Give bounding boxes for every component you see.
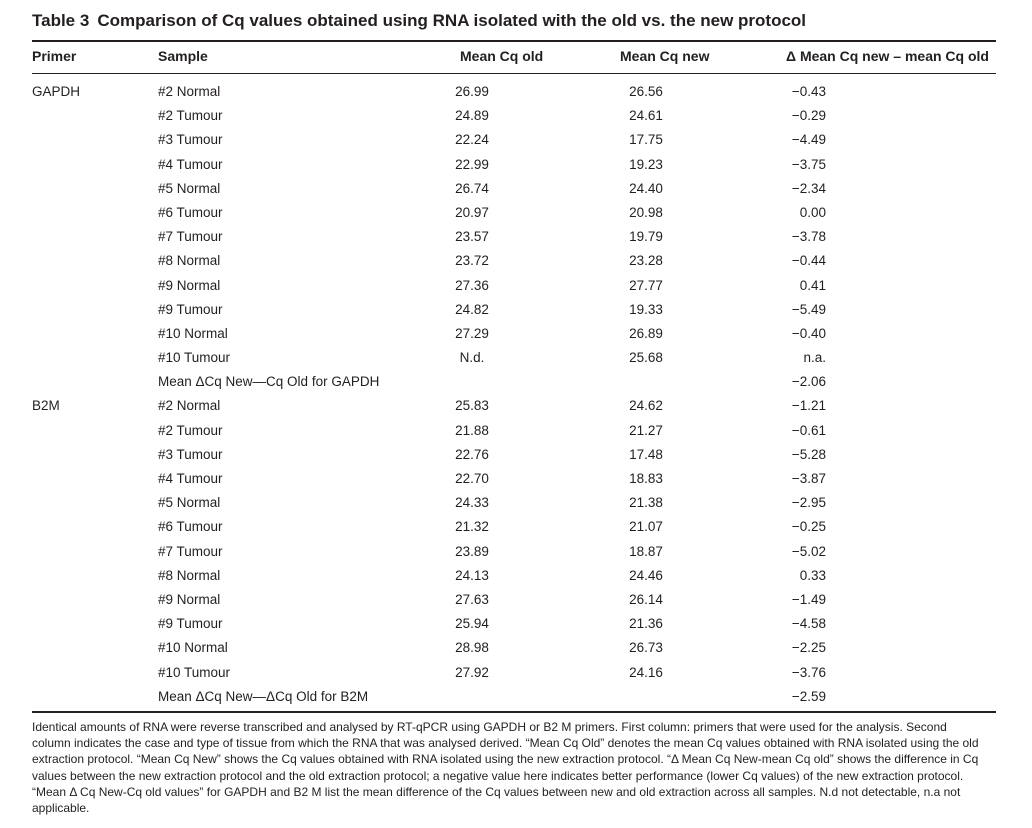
header-delta: Δ Mean Cq new – mean Cq old [786,48,989,64]
cell-primer: B2M [32,398,60,414]
cell-mean-cq-old: 22.99 [455,156,489,172]
cell-delta: −4.49 [791,132,826,148]
cell-sample: #10 Tumour [158,350,231,366]
cell-sample: #9 Tumour [158,301,223,317]
cell-sample: #4 Tumour [158,471,223,486]
table-row [0,322,1032,346]
cell-mean-cq-old: 24.82 [455,301,489,317]
cell-delta: −2.59 [791,688,826,704]
cell-sample: #3 Tumour [158,132,223,148]
cell-delta: 0.00 [799,204,826,220]
table-row [0,661,1032,685]
top-rule [32,40,996,42]
table-row [0,540,1032,564]
cell-sample: #2 Tumour [158,422,223,438]
cell-sample: #9 Tumour [158,616,223,632]
table-row [0,443,1032,467]
cell-sample: #8 Normal [158,253,221,269]
cell-mean-cq-new: 21.38 [629,495,663,511]
cell-delta: 0.41 [799,277,826,293]
cell-mean-cq-old: 27.36 [455,277,489,293]
table-row [0,201,1032,225]
cell-sample: #7 Tumour [158,229,223,245]
cell-mean-cq-new: 19.33 [629,301,663,317]
cell-sample: #4 Tumour [158,156,223,172]
cell-sample: #9 Normal [158,591,221,607]
table-row [0,346,1032,370]
cell-mean-cq-new: 17.75 [629,132,663,148]
cell-delta: −0.43 [791,84,826,99]
cell-mean-cq-new: 23.28 [629,253,663,269]
table-row [0,685,1032,709]
cell-mean-cq-old: 25.94 [455,616,489,632]
cell-sample: #6 Tumour [158,519,223,535]
cell-delta: −5.49 [791,301,826,317]
cell-delta: −0.44 [791,253,826,269]
cell-delta: −2.06 [791,374,826,390]
table-row [0,80,1032,104]
cell-delta: n.a. [803,350,826,366]
cell-delta: −3.87 [791,471,826,486]
cell-delta: −1.21 [791,398,826,414]
cell-mean-cq-new: 17.48 [629,446,663,462]
cell-mean-cq-new: 24.61 [629,108,663,124]
cell-delta: 0.33 [799,567,826,583]
table-row [0,104,1032,128]
table-row [0,394,1032,418]
cell-mean-cq-old: 24.13 [455,567,489,583]
table-row [0,636,1032,660]
cell-delta: −5.02 [791,543,826,559]
cell-sample: #2 Normal [158,398,221,414]
header-rule [32,73,996,74]
cell-mean-cq-new: 25.68 [629,350,663,366]
cell-delta: −2.95 [791,495,826,511]
cell-mean-cq-old: 25.83 [455,398,489,414]
cell-mean-cq-new: 19.23 [629,156,663,172]
cell-mean-cq-new: 26.89 [629,325,663,341]
cell-sample: Mean ΔCq New—Cq Old for GAPDH [158,374,380,390]
cell-mean-cq-old: 23.57 [455,229,489,245]
table-label: Table 3 [32,11,90,30]
cell-sample: #5 Normal [158,495,221,511]
cell-delta: −3.75 [791,156,826,172]
table-row [0,128,1032,152]
cell-mean-cq-old: 26.99 [455,84,489,99]
cell-mean-cq-new: 21.07 [629,519,663,535]
cell-delta: −0.25 [791,519,826,535]
cell-sample: #8 Normal [158,567,221,583]
cell-delta: −2.34 [791,180,826,196]
cell-delta: −4.58 [791,616,826,632]
cell-sample: #6 Tumour [158,204,223,220]
cell-mean-cq-new: 19.79 [629,229,663,245]
cell-sample: #2 Tumour [158,108,223,124]
table-row [0,298,1032,322]
cell-mean-cq-new: 20.98 [629,204,663,220]
cell-delta: −3.76 [791,664,826,680]
table-row [0,153,1032,177]
cell-mean-cq-old: 27.63 [455,591,489,607]
cell-mean-cq-old: N.d. [459,350,485,366]
cell-sample: #10 Normal [158,325,228,341]
cell-delta: −2.25 [791,640,826,656]
cell-mean-cq-old: 28.98 [455,640,489,656]
cell-mean-cq-new: 26.14 [629,591,663,607]
cell-delta: −1.49 [791,591,826,607]
cell-mean-cq-old: 26.74 [455,180,489,196]
cell-mean-cq-new: 24.62 [629,398,663,414]
table-title [32,10,806,32]
cell-mean-cq-old: 22.70 [455,471,489,486]
cell-mean-cq-new: 24.40 [629,180,663,196]
table-row [0,612,1032,636]
cell-mean-cq-new: 26.56 [629,84,663,99]
table-row [0,419,1032,443]
cell-mean-cq-old: 21.32 [455,519,489,535]
cell-mean-cq-new: 21.27 [629,422,663,438]
cell-delta: −0.40 [791,325,826,341]
table-body [0,80,1032,709]
cell-sample: #7 Tumour [158,543,223,559]
table-row [0,467,1032,491]
header-primer: Primer [32,48,77,64]
cell-sample: #9 Normal [158,277,221,293]
cell-delta: −5.28 [791,446,826,462]
cell-mean-cq-new: 18.83 [629,471,663,486]
cell-mean-cq-new: 24.46 [629,567,663,583]
table-row [0,225,1032,249]
cell-mean-cq-old: 27.92 [455,664,489,680]
cell-mean-cq-new: 26.73 [629,640,663,656]
table-row [0,588,1032,612]
cell-sample: Mean ΔCq New—ΔCq Old for B2M [158,688,369,704]
cell-sample: #10 Normal [158,640,228,656]
cell-mean-cq-old: 22.76 [455,446,489,462]
cell-mean-cq-old: 20.97 [455,204,489,220]
table-row [0,564,1032,588]
cell-mean-cq-old: 21.88 [455,422,489,438]
table-row [0,370,1032,394]
cell-mean-cq-new: 24.16 [629,664,663,680]
table-caption: Comparison of Cq values obtained using RNA isolated with the old vs. the new protocol [97,11,807,30]
table-row [0,249,1032,273]
table-row [0,491,1032,515]
table-row [0,274,1032,298]
cell-sample: #3 Tumour [158,446,223,462]
cell-mean-cq-old: 24.33 [455,495,489,511]
cell-mean-cq-old: 24.89 [455,108,489,124]
table-row [0,515,1032,539]
cell-mean-cq-old: 27.29 [455,325,489,341]
cell-mean-cq-old: 23.72 [455,253,489,269]
header-mean-cq-old: Mean Cq old [460,48,544,64]
bottom-rule [32,711,996,713]
cell-delta: −3.78 [791,229,826,245]
cell-mean-cq-new: 21.36 [629,616,663,632]
header-sample: Sample [158,48,208,64]
cell-sample: #5 Normal [158,180,221,196]
cell-mean-cq-old: 22.24 [455,132,489,148]
cell-mean-cq-new: 18.87 [629,543,663,559]
table-row [0,177,1032,201]
cell-delta: −0.61 [791,422,826,438]
cell-mean-cq-old: 23.89 [455,543,489,559]
table-footnote: Identical amounts of RNA were reverse transcribed and analysed by RT-qPCR using GAPDH or B2 M primers. First column: primers that were used for the analysis. Second column indicates the case and type of tissue from which the RNA that was analysed derived. “Mean Cq Old” denotes the mean Cq values obtained with RNA isolated using the old extraction protocol. “Mean Cq New” shows the Cq values obtained with RNA isolated using the new extraction protocol. “Δ Mean Cq New-mean Cq old” shows the difference in Cq values between the new extraction protocol and the old extraction protocol; a negative value here indicates better performance (lower Cq values) of the new extraction protocol. “Mean Δ Cq New-Cq old values” for GAPDH and B2 M list the mean difference of the Cq values between new and old extraction across all samples. N.d not detectable, n.a not applicable. [32,720,979,816]
cell-mean-cq-new: 27.77 [629,277,663,293]
cell-sample: #2 Normal [158,84,221,99]
cell-primer: GAPDH [32,84,81,99]
cell-sample: #10 Tumour [158,664,231,680]
cell-delta: −0.29 [791,108,826,124]
header-mean-cq-new: Mean Cq new [620,48,710,64]
